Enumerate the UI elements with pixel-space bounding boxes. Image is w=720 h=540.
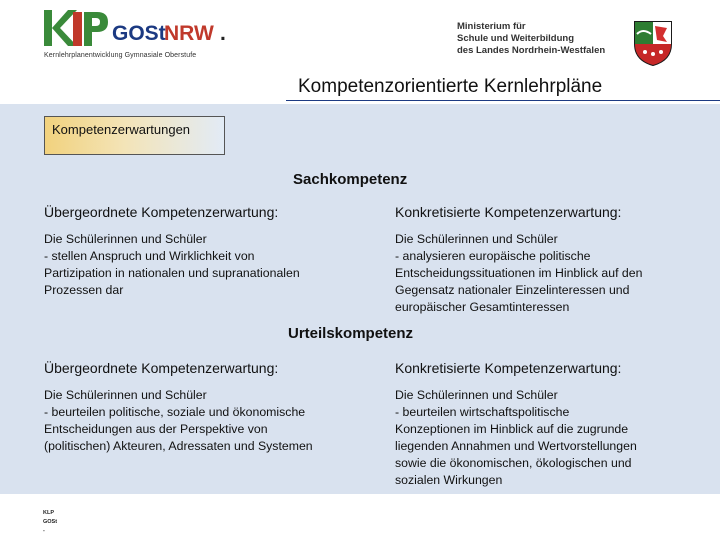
text-line: Die Schülerinnen und Schüler <box>44 232 207 246</box>
footer-logo-line: KLP <box>43 510 54 516</box>
text-line: - analysieren europäische politische <box>395 249 591 263</box>
text-line: Entscheidungssituationen im Hinblick auf den <box>395 266 643 280</box>
logo-nrw-text: NRW <box>164 22 214 45</box>
text-line: Gegensatz nationaler Einzelinteressen und <box>395 283 630 297</box>
nrw-coat-of-arms-icon <box>633 20 673 66</box>
ministry-line: Schule und Weiterbildung <box>457 33 574 44</box>
text-line: Konzeptionen im Hinblick auf die zugrunde <box>395 422 629 436</box>
logo-p <box>84 12 108 46</box>
logo-dot: . <box>220 22 226 45</box>
text-line: - stellen Anspruch und Wirklichkeit von <box>44 249 255 263</box>
urteil-right-heading: Konkretisierte Kompetenzerwartung: <box>395 360 622 376</box>
kompetenzerwartungen-badge: Kompetenzerwartungen <box>44 116 225 155</box>
sach-left-text <box>44 231 300 299</box>
section-title-urteilskompetenz: Urteilskompetenz <box>288 325 414 342</box>
content-panel <box>0 104 720 494</box>
ministry-line: des Landes Nordrhein-Westfalen <box>457 45 606 56</box>
text-line: Die Schülerinnen und Schüler <box>395 388 558 402</box>
text-line: Prozessen dar <box>44 283 124 297</box>
section-title-sachkompetenz: Sachkompetenz <box>293 171 408 188</box>
text-line: liegenden Annahmen und Wertvorstellungen <box>395 439 637 453</box>
text-line: Partizipation in nationalen und supranationalen <box>44 266 300 280</box>
text-line: Die Schülerinnen und Schüler <box>395 232 558 246</box>
header-divider <box>286 100 720 101</box>
text-line: Die Schülerinnen und Schüler <box>44 388 207 402</box>
urteil-right-text <box>395 387 637 489</box>
text-line: (politischen) Akteuren, Adressaten und Systemen <box>44 439 313 453</box>
page-title: Kompetenzorientierte Kernlehrpläne <box>298 76 603 97</box>
logo-subtitle: Kernlehrplanentwicklung Gymnasiale Oberstufe <box>44 52 197 59</box>
ministry-name <box>457 21 605 57</box>
text-line: - beurteilen wirtschaftspolitische <box>395 405 570 419</box>
urteil-left-heading: Übergeordnete Kompetenzerwartung: <box>44 360 279 376</box>
text-line: Entscheidungen aus der Perspektive von <box>44 422 268 436</box>
header <box>0 0 720 104</box>
sach-right-text <box>395 231 642 316</box>
sach-left-heading: Übergeordnete Kompetenzerwartung: <box>44 204 279 220</box>
footer-logo-line: GOSt <box>43 519 58 525</box>
text-line: sozialen Wirkungen <box>395 473 503 487</box>
urteil-left-text <box>44 387 313 455</box>
footer-logo <box>43 509 57 536</box>
sach-right-heading: Konkretisierte Kompetenzerwartung: <box>395 204 622 220</box>
logo-gost-text: GOSt <box>112 22 166 45</box>
text-line: europäischer Gesamtinteressen <box>395 300 570 314</box>
text-line: sowie die ökonomischen, ökologischen und <box>395 456 632 470</box>
ministry-line: Ministerium für <box>457 21 526 32</box>
logo-k-stem <box>44 10 52 46</box>
footer-logo-line: - <box>43 528 45 534</box>
logo-l <box>73 12 82 46</box>
text-line: - beurteilen politische, soziale und ökonomische <box>44 405 306 419</box>
